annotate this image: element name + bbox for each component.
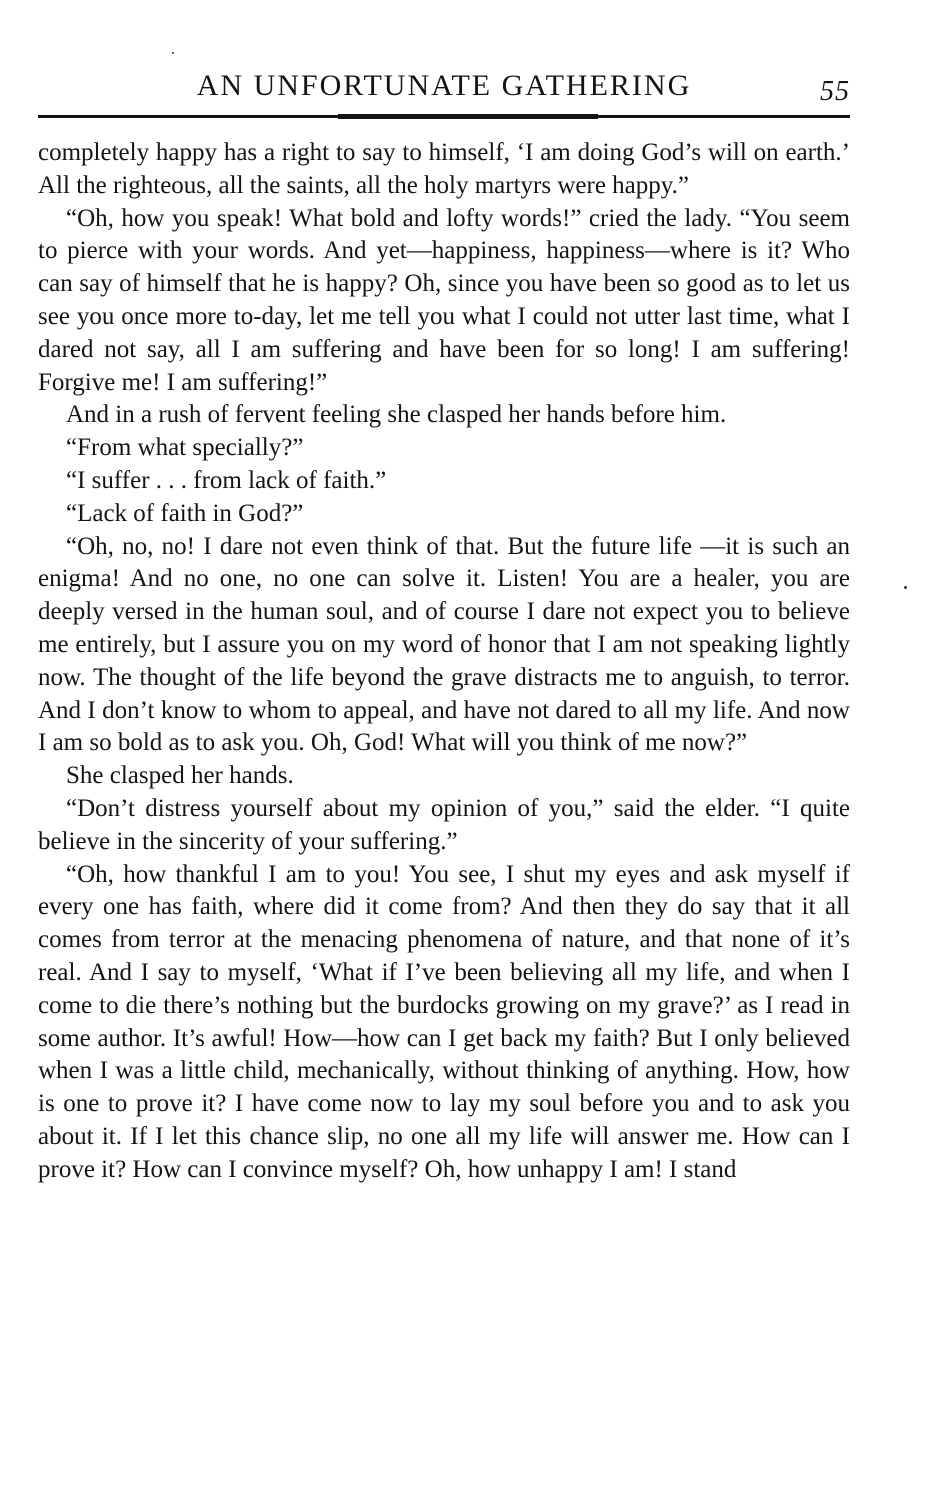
paragraph: “Oh, no, no! I dare not even think of that. But the future life —it is such an enigma! And no one, no one can solve it. Listen! You are a healer, you are deeply versed in the human soul, and of course I dare not expect you to believe me entirely, but I assure you on my word of honor that I am not speaking lightly now. The thought of the life beyond the grave distracts me to anguish, to terror. And I don’t know to whom to appeal, and have not dared to all my life. And now I am so bold as to ask you. Oh, God! What will you think of me now?” — [38, 532, 850, 757]
chapter-title: AN UNFORTUNATE GATHERING — [196, 69, 692, 102]
print-speck — [904, 586, 907, 589]
running-head — [38, 64, 850, 107]
paragraph: completely happy has a right to say to himself, ‘I am doing God’s will on earth.’ All the righteous, all the saints, all the holy martyrs were happy.” — [38, 139, 850, 199]
paragraph: “Don’t distress yourself about my opinion of you,” said the elder. “I quite believe in the sincerity of your suffering.” — [38, 794, 850, 855]
paragraph: “Oh, how you speak! What bold and lofty words!” cried the lady. “You seem to pierce with your words. And yet—happiness, happiness—where is it? Who can say of himself that he is happy? Oh, since you have been so good as to let us see you once more to-day, let me tell you what I could not utter last time, what I dared not say, all I am suffering and have been for so long! I am suffering! Forgive me! I am suffering!” — [38, 204, 850, 396]
header-rule-accent — [338, 114, 598, 119]
page-number: 55 — [820, 76, 850, 107]
paragraph: “Oh, how thankful I am to you! You see, I shut my eyes and ask myself if every one has faith, where did it come from? And then they do say that it all comes from terror at the menacing phenomena of nature, and that none of it’s real. And I say to myself, ‘What if I’ve been believing all my life, and when I come to die there’s nothing but the burdocks growing on my grave?’ as I read in some author. It’s awful! How—how can I get back my faith? But I only believed when I was a little child, mechanically, without thinking of anything. How, how is one to prove it? I have come now to lay my soul before you and to ask you about it. If I let this chance slip, no one all my life will answer me. How can I prove it? How can I convince myself? Oh, how unhappy I am! I stand — [38, 860, 850, 1183]
paragraph: And in a rush of fervent feeling she clasped her hands before him. — [66, 401, 727, 429]
paragraph: “From what specially?” — [66, 434, 304, 462]
print-speck — [172, 52, 174, 54]
paragraph: “I suffer . . . from lack of faith.” — [66, 466, 387, 494]
paragraph: “Lack of faith in God?” — [66, 499, 304, 527]
body-text — [38, 137, 850, 1187]
book-page — [38, 0, 850, 1500]
paragraph: She clasped her hands. — [66, 762, 294, 790]
